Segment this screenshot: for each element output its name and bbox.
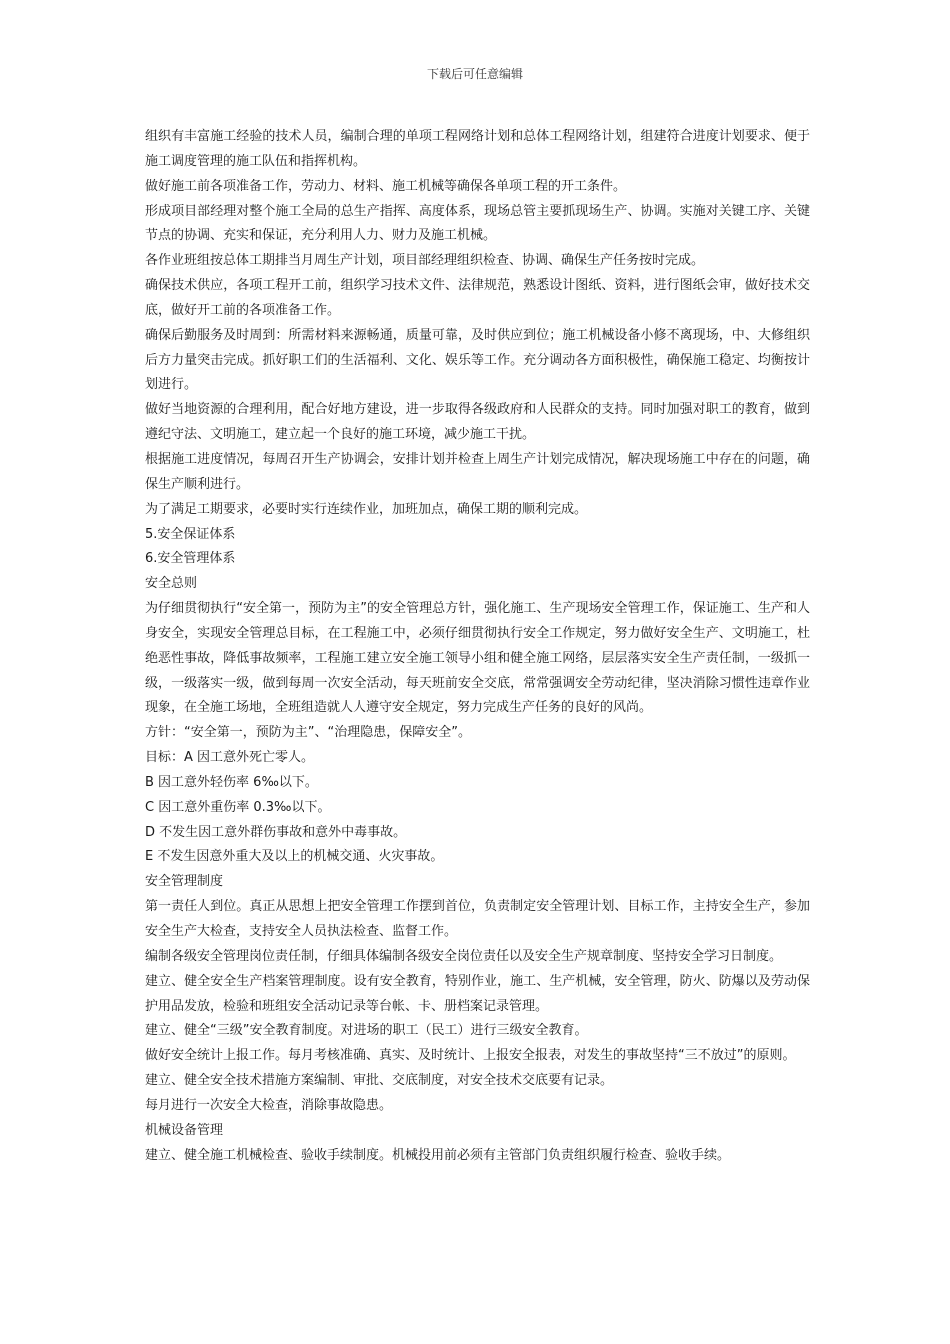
paragraph: 方针：“安全第一，预防为主”、“治理隐患，保障安全”。 bbox=[145, 725, 471, 741]
subsection-heading: 安全总则 bbox=[145, 576, 198, 592]
paragraph: 组织有丰富施工经验的技术人员，编制合理的单项工程网络计划和总体工程网络计划，组建符合进度计划要求、便于施工调度管理的施工队伍和指挥机构。 bbox=[145, 129, 810, 169]
document-body bbox=[145, 125, 810, 1168]
paragraph: 确保后勤服务及时周到：所需材料来源畅通，质量可靠，及时供应到位；施工机械设备小修不离现场，中、大修组织后方力量突击完成。抓好职工们的生活福利、文化、娱乐等工作。充分调动各方面积极性，确保施工稳定、均衡按计划进行。 bbox=[145, 327, 810, 393]
paragraph: 建立、健全“三级”安全教育制度。对进场的职工（民工）进行三级安全教育。 bbox=[145, 1023, 588, 1039]
paragraph: 根据施工进度情况，每周召开生产协调会，安排计划并检查上周生产计划完成情况，解决现场施工中存在的问题，确保生产顺利进行。 bbox=[145, 451, 810, 492]
goal-item: D 不发生因工意外群伤事故和意外中毒事故。 bbox=[145, 824, 407, 840]
paragraph: 各作业班组按总体工期排当月周生产计划，项目部经理组织检查、协调、确保生产任务按时完成。 bbox=[145, 253, 705, 269]
page-header: 下载后可任意编辑 bbox=[426, 67, 523, 81]
goal-item: B 因工意外轻伤率 6‰以下。 bbox=[145, 774, 318, 790]
paragraph: 做好安全统计上报工作。每月考核准确、真实、及时统计、上报安全报表，对发生的事故坚持“三不放过”的原则。 bbox=[145, 1048, 796, 1064]
paragraph: 建立、健全施工机械检查、验收手续制度。机械投用前必须有主管部门负责组织履行检查、验收手续。 bbox=[145, 1147, 731, 1163]
section-heading: 5.安全保证体系 bbox=[145, 526, 236, 542]
paragraph: 做好施工前各项准备工作，劳动力、材料、施工机械等确保各单项工程的开工条件。 bbox=[145, 178, 627, 194]
paragraph: 形成项目部经理对整个施工全局的总生产指挥、高度体系，现场总管主要抓现场生产、协调。实施对关键工序、关键节点的协调、充实和保证，充分利用人力、财力及施工机械。 bbox=[145, 203, 810, 244]
subsection-heading: 安全管理制度 bbox=[145, 874, 224, 890]
section-heading: 6.安全管理体系 bbox=[145, 551, 236, 567]
paragraph: 为仔细贯彻执行“安全第一，预防为主”的安全管理总方针，强化施工、生产现场安全管理工作，保证施工、生产和人身安全，实现安全管理总目标，在工程施工中，必须仔细贯彻执行安全工作规定，努力做好安全生产、文明施工，杜绝恶性事故，降低事故频率，工程施工建立安全施工领导小组和健全施工网络，层层落实安全生产责任制，一级抓一级，一级落实一级，做到每周一次安全活动，每天班前安全交底，常常强调安全劳动纪律，坚决消除习惯性违章作业现象，在全施工场地，全班组造就人人遵守安全规定，努力完成生产任务的良好的风尚。 bbox=[145, 601, 810, 716]
paragraph: 确保技术供应，各项工程开工前，组织学习技术文件、法律规范，熟悉设计图纸、资料，进行图纸会审，做好技术交底，做好开工前的各项准备工作。 bbox=[145, 278, 810, 318]
paragraph: 编制各级安全管理岗位责任制，仔细具体编制各级安全岗位责任以及安全生产规章制度、坚持安全学习日制度。 bbox=[145, 948, 783, 964]
goal-item: 目标：A 因工意外死亡零人。 bbox=[145, 750, 315, 766]
paragraph: 为了满足工期要求，必要时实行连续作业，加班加点，确保工期的顺利完成。 bbox=[145, 501, 588, 517]
paragraph: 建立、健全安全技术措施方案编制、审批、交底制度，对安全技术交底要有记录。 bbox=[145, 1073, 614, 1089]
paragraph: 建立、健全安全生产档案管理制度。设有安全教育，特别作业，施工、生产机械，安全管理，防火、防爆以及劳动保护用品发放，检验和班组安全活动记录等台帐、卡、册档案记录管理。 bbox=[145, 973, 810, 1014]
paragraph: 做好当地资源的合理利用，配合好地方建设，进一步取得各级政府和人民群众的支持。同时加强对职工的教育，做到遵纪守法、文明施工，建立起一个良好的施工环境，减少施工干扰。 bbox=[145, 402, 810, 443]
paragraph: 每月进行一次安全大检查，消除事故隐患。 bbox=[145, 1097, 393, 1113]
paragraph: 第一责任人到位。真正从思想上把安全管理工作摆到首位，负责制定安全管理计划、目标工作，主持安全生产，参加安全生产大检查，支持安全人员执法检查、监督工作。 bbox=[145, 899, 810, 939]
goal-item: C 因工意外重伤率 0.3‰以下。 bbox=[145, 799, 331, 815]
subsection-heading: 机械设备管理 bbox=[145, 1122, 224, 1138]
goal-item: E 不发生因意外重大及以上的机械交通、火灾事故。 bbox=[145, 849, 444, 865]
